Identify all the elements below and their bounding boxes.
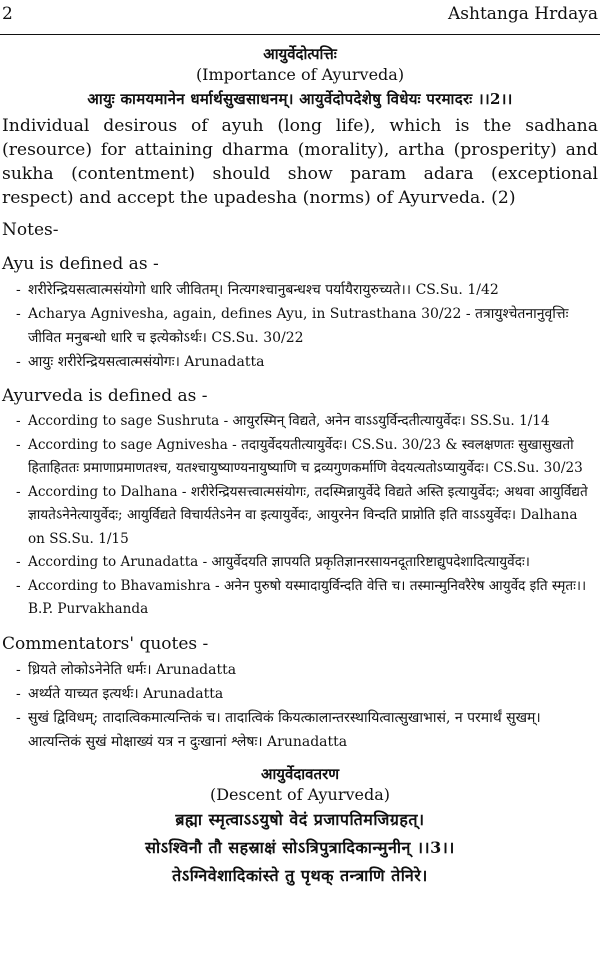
ayurveda-heading: Ayurveda is defined as - bbox=[2, 386, 208, 406]
commentators-heading: Commentators' quotes - bbox=[2, 633, 209, 654]
notes-heading: Notes- bbox=[2, 220, 59, 240]
ayurveda-definition-list bbox=[2, 410, 598, 622]
ayu-definition-list bbox=[2, 278, 598, 374]
list-item: - ध्रियते लोकोऽनेनेति धर्मः। Arunadatta bbox=[2, 658, 598, 682]
ayu-heading: Ayu is defined as - bbox=[2, 254, 159, 274]
page-header bbox=[0, 0, 600, 35]
verse-2: आयुः कामयमानेन धर्मार्थसुखसाधनम्। आयुर्वेदोपदेशेषु विधेयः परमादरः ।।2।। bbox=[87, 90, 513, 108]
list-item: - शरीरेन्द्रियसत्वात्मसंयोगो धारि जीवितम्। नित्यगश्चानुबन्धश्च पर्यायैरायुरुच्यते।। CS.Su. 1/42 bbox=[2, 278, 598, 302]
verse-line: ब्रह्मा स्मृत्वाऽऽयुषो वेदं प्रजापतिमजिग्रहत्। bbox=[175, 809, 425, 829]
verse-translation: Individual desirous of ayuh (long life), which is the sadhana (resource) for attaining dharma (morality), artha (prosperity) and sukha (contentment) should show param adara (exceptional respect) and accept the upadesha (norms) of Ayurveda. (2) bbox=[2, 116, 598, 208]
list-item: - Acharya Agnivesha, again, defines Ayu, in Sutrasthana 30/22 - तत्रायुश्चेतनानुवृत्तिः जीवित मनुबन्धो धारि च इत्येकोऽर्थः। CS.Su. 30/22 bbox=[2, 302, 598, 350]
running-title: Ashtanga Hrdaya bbox=[448, 4, 598, 24]
list-item: - According to Dalhana - शरीरेन्द्रियसत्त्वात्मसंयोगः, तदस्मिन्नायुर्वेदे विद्यते अस्ति इत्यायुर्वेदः; अथवा आयुर्विद्यते ज्ञायतेऽनेनेत्यायुर्वेदः; आयुर्विद्यते विचार्यतेऽनेन वा इत्यायुर्वेदः, आयुरनेन विन्दति प्राप्नोति इति वाऽऽयुर्वेदः। Dalhana on SS.Su. 1/15 bbox=[2, 481, 598, 552]
verse-line: सोऽश्विनौ तौ सहस्राक्षं सोऽत्रिपुत्रादिकान्मुनीन् ।।3।। bbox=[145, 837, 455, 857]
page-number: 2 bbox=[2, 4, 13, 24]
list-item: - सुखं द्विविधम्; तादात्विकमात्यन्तिकं च। तादात्विकं कियत्कालान्तरस्थायित्वात्सुखाभासं, न परमार्थं सुखम्। आत्यन्तिकं सुखं मोक्षाख्यं यत्र न दुःखानां श्लेषः। Arunadatta bbox=[2, 706, 598, 754]
list-item: - आयुः शरीरेन्द्रियसत्वात्मसंयोगः। Arunadatta bbox=[2, 350, 598, 374]
list-item: - According to Bhavamishra - अनेन पुरुषो यस्मादायुर्विन्दति वेत्ति च। तस्मान्मुनिवरैरेष आयुर्वेद इति स्मृतः।। B.P. Purvakhanda bbox=[2, 575, 598, 622]
section-title-english: (Importance of Ayurveda) bbox=[195, 65, 405, 84]
commentator-quote-list bbox=[2, 658, 598, 754]
section-title-devanagari-2: आयुर्वेदावतरण bbox=[260, 764, 340, 783]
list-item: - According to sage Sushruta - आयुरस्मिन् विद्यते, अनेन वाऽऽयुर्विन्दतीत्यायुर्वेदः। SS.Su. 1/14 bbox=[2, 410, 598, 434]
verse-line: तेऽग्निवेशादिकांस्ते तु पृथक् तन्त्राणि तेनिरे। bbox=[172, 865, 428, 885]
section-title-english-2: (Descent of Ayurveda) bbox=[209, 784, 391, 804]
list-item: - अर्थ्यते याच्यत इत्यर्थः। Arunadatta bbox=[2, 682, 598, 706]
section-title-devanagari: आयुर्वेदोत्पत्तिः bbox=[263, 45, 337, 63]
list-item: - According to sage Agnivesha - तदायुर्वेदयतीत्यायुर्वेदः। CS.Su. 30/23 & स्वलक्षणतः सुखासुखतो हिताहिततः प्रमाणाप्रमाणतश्च, यतश्चायुष्याण्यनायुष्याणि च द्रव्यगुणकर्माणि वेदयत्यतोऽप्यायुर्वेदः। CS.Su. 30/23 bbox=[2, 434, 598, 481]
page-content bbox=[0, 40, 600, 890]
list-item: - According to Arunadatta - आयुर्वेदयति ज्ञापयति प्रकृतिज्ञानरसायनदूतारिष्टाद्युपदेशादित्यायुर्वेदः। bbox=[2, 551, 598, 575]
